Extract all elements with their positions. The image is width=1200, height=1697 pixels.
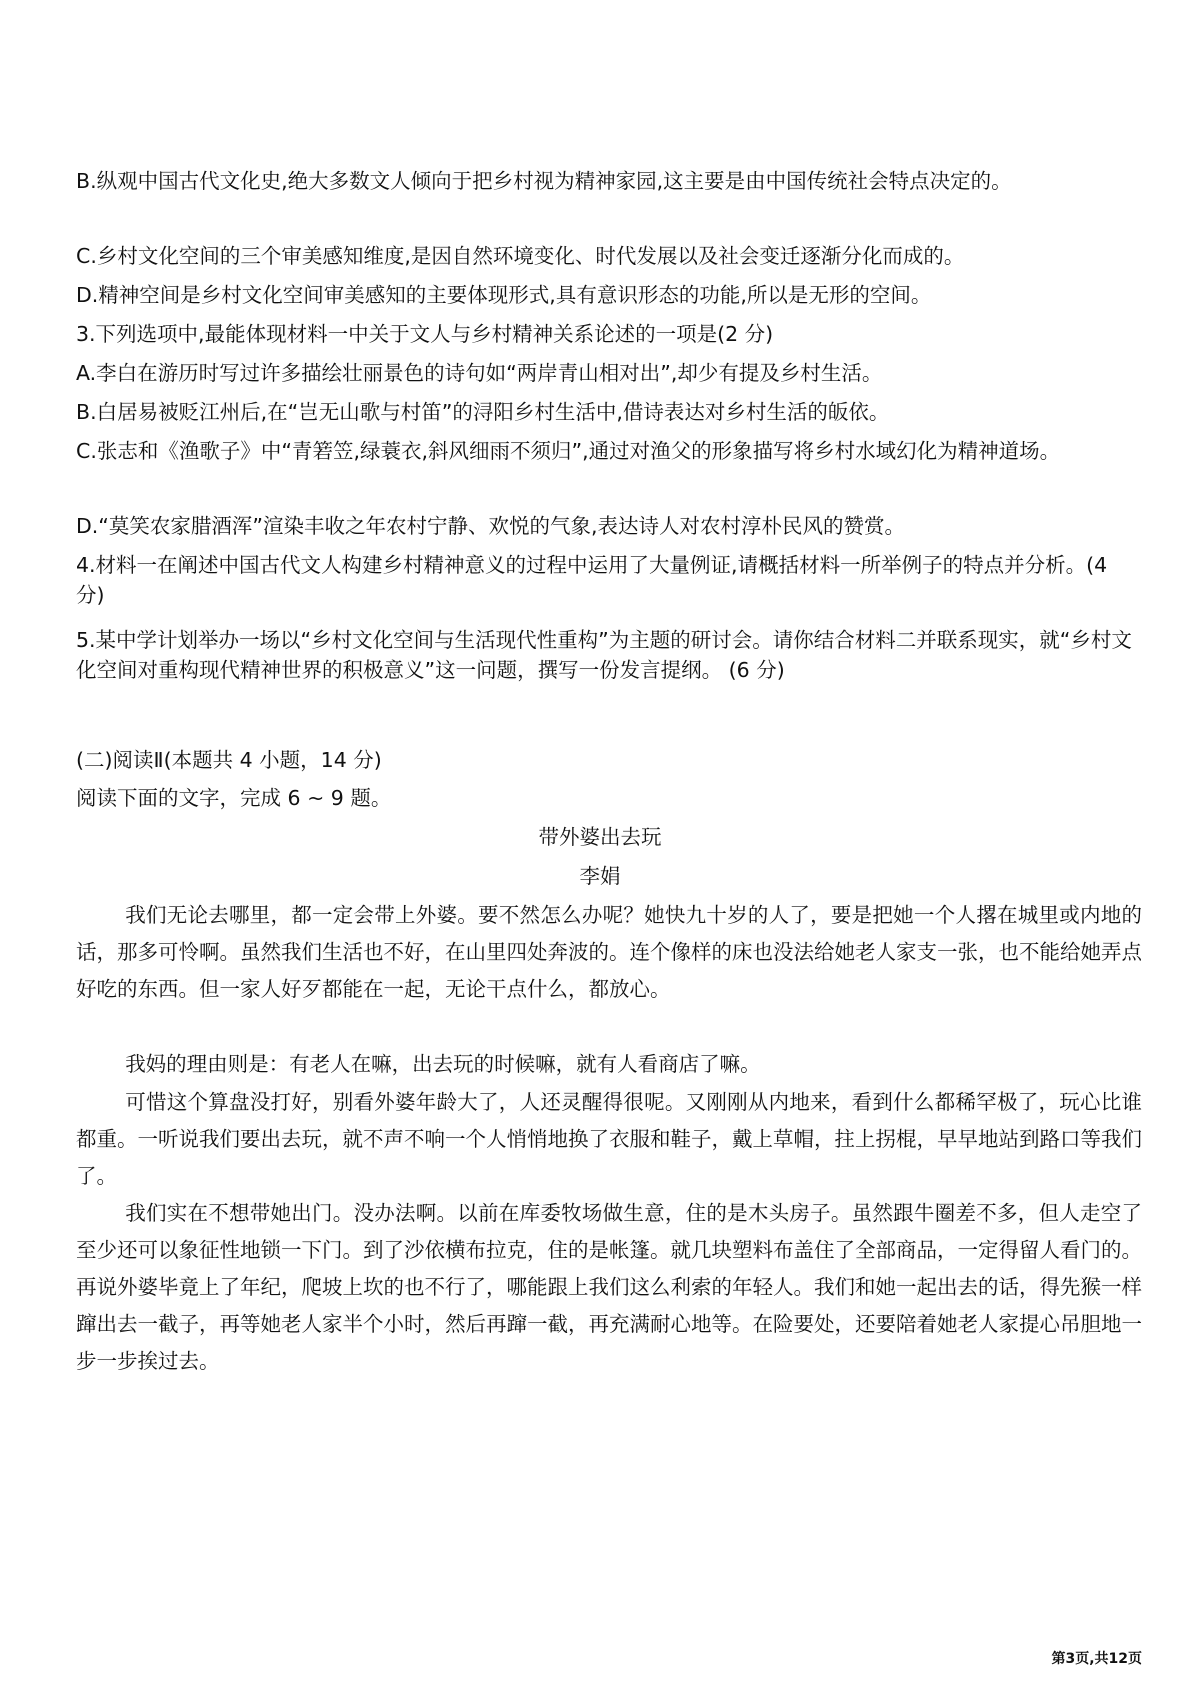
- page-number: 第3页,共12页: [1051, 1651, 1142, 1667]
- article-author: 李娟: [579, 864, 621, 888]
- article-title: 带外婆出去玩: [538, 825, 662, 849]
- question-2-option-c: C.乡村文化空间的三个审美感知维度,是因自然环境变化、时代发展以及社会变迁逐渐分化而成的。: [76, 244, 965, 268]
- question-3-option-d: D.“莫笑农家腊酒浑”渲染丰收之年农村宁静、欢悦的气象,表达诗人对农村淳朴民风的赞赏。: [76, 514, 906, 538]
- question-2-option-d: D.精神空间是乡村文化空间审美感知的主要体现形式,具有意识形态的功能,所以是无形的空间。: [76, 283, 932, 307]
- question-3-option-c: C.张志和《渔歌子》中“青箬笠,绿蓑衣,斜风细雨不须归”,通过对渔父的形象描写将乡村水域幻化为精神道场。: [76, 439, 1061, 463]
- section-2-heading: (二)阅读Ⅱ(本题共 4 小题，14 分): [76, 748, 382, 772]
- article-paragraph: 可惜这个算盘没打好，别看外婆年龄大了，人还灵醒得很呢。又刚刚从内地来，看到什么都稀罕极了，玩心比谁都重。一听说我们要出去玩，就不声不响一个人悄悄地换了衣服和鞋子，戴上草帽，拄上拐棍，早早地站到路口等我们了。: [76, 1090, 1142, 1188]
- question-2-option-b: B.纵观中国古代文化史,绝大多数文人倾向于把乡村视为精神家园,这主要是由中国传统社会特点决定的。: [76, 169, 1012, 193]
- article-paragraph: 我们无论去哪里，都一定会带上外婆。要不然怎么办呢？她快九十岁的人了，要是把她一个人撂在城里或内地的话，那多可怜啊。虽然我们生活也不好，在山里四处奔波的。连个像样的床也没法给她老人家支一张，也不能给她弄点好吃的东西。但一家人好歹都能在一起，无论干点什么，都放心。: [76, 903, 1142, 1001]
- article-paragraph: 我妈的理由则是：有老人在嘛，出去玩的时候嘛，就有人看商店了嘛。: [125, 1052, 761, 1076]
- question-3-option-b: B.白居易被贬江州后,在“岂无山歌与村笛”的浔阳乡村生活中,借诗表达对乡村生活的皈依。: [76, 400, 890, 424]
- section-2-instruction: 阅读下面的文字，完成 6 ~ 9 题。: [76, 786, 392, 810]
- question-4: 4.材料一在阐述中国古代文人构建乡村精神意义的过程中运用了大量例证,请概括材料一所举例子的特点并分析。(4 分): [76, 553, 1108, 607]
- article-paragraph: 我们实在不想带她出门。没办法啊。以前在库委牧场做生意，住的是木头房子。虽然跟牛圈差不多，但人走空了至少还可以象征性地锁一下门。到了沙依横布拉克，住的是帐篷。就几块塑料布盖住了全部商品，一定得留人看门的。再说外婆毕竟上了年纪，爬坡上坎的也不行了，哪能跟上我们这么利索的年轻人。我们和她一起出去的话，得先猴一样蹿出去一截子，再等她老人家半个小时，然后再蹿一截，再充满耐心地等。在险要处，还要陪着她老人家提心吊胆地一步一步挨过去。: [76, 1201, 1142, 1373]
- question-3-option-a: A.李白在游历时写过许多描绘壮丽景色的诗句如“两岸青山相对出”,却少有提及乡村生活。: [76, 361, 883, 385]
- question-3-stem: 3.下列选项中,最能体现材料一中关于文人与乡村精神关系论述的一项是(2 分): [76, 322, 774, 346]
- question-5: 5.某中学计划举办一场以“乡村文化空间与生活现代性重构”为主题的研讨会。请你结合材料二并联系现实，就“乡村文化空间对重构现代精神世界的积极意义”这一问题，撰写一份发言提纲。 (6 分): [76, 628, 1132, 682]
